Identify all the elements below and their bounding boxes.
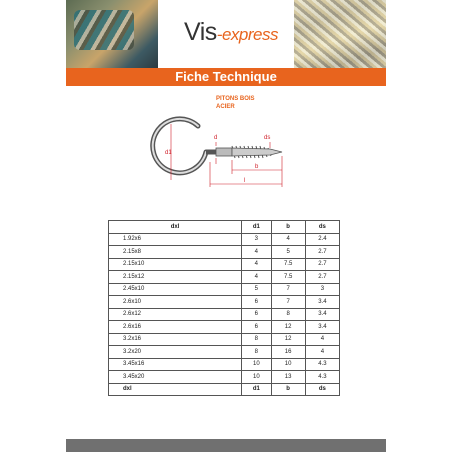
technical-sheet	[66, 0, 386, 452]
table-row	[109, 283, 340, 296]
table-cell: 5	[242, 283, 271, 296]
table-cell: 7.5	[271, 271, 305, 284]
table-cell: 4	[271, 233, 305, 246]
table-cell: 8	[242, 333, 271, 346]
table-cell: 6	[242, 308, 271, 321]
label-d1: d1	[165, 150, 172, 156]
table-cell: 2.4	[305, 233, 339, 246]
col-header-ds: ds	[305, 221, 339, 234]
table-cell: 10	[271, 358, 305, 371]
table-cell: 2.6x16	[109, 321, 242, 334]
table-cell: 5	[271, 246, 305, 259]
footer-dxl: dxl	[109, 383, 242, 396]
brand-logo	[184, 18, 278, 47]
table-cell: 2.7	[305, 258, 339, 271]
table-row	[109, 346, 340, 359]
table-cell: 2.6x12	[109, 308, 242, 321]
table-cell: 16	[271, 346, 305, 359]
table-cell: 2.15x8	[109, 246, 242, 259]
table-row	[109, 246, 340, 259]
table-cell: 10	[242, 371, 271, 384]
table-cell: 10	[242, 358, 271, 371]
table-cell: 3	[305, 283, 339, 296]
table-body	[109, 233, 340, 383]
footer-bar	[66, 439, 386, 452]
product-name: PITONS BOIS	[216, 96, 255, 102]
table-cell: 4	[305, 346, 339, 359]
table-cell: 7.5	[271, 258, 305, 271]
table-cell: 3.4	[305, 296, 339, 309]
table-row	[109, 321, 340, 334]
col-header-dxl: dxl	[109, 221, 242, 234]
table-cell: 7	[271, 283, 305, 296]
table-cell: 2.45x10	[109, 283, 242, 296]
table-cell: 3	[242, 233, 271, 246]
table-cell: 3.45x16	[109, 358, 242, 371]
tools-photo	[66, 0, 158, 68]
table-header-row	[109, 221, 340, 234]
product-label	[216, 95, 255, 111]
table-cell: 2.15x12	[109, 271, 242, 284]
table-cell: 12	[271, 333, 305, 346]
page-title: Fiche Technique	[175, 69, 277, 84]
table-cell: 4	[242, 271, 271, 284]
footer-ds: ds	[305, 383, 339, 396]
header-banner	[66, 0, 386, 68]
table-cell: 1.92x6	[109, 233, 242, 246]
table-row	[109, 371, 340, 384]
table-row	[109, 296, 340, 309]
label-ds: ds	[264, 135, 271, 141]
table-cell: 3.4	[305, 321, 339, 334]
table-cell: 8	[271, 308, 305, 321]
eye-ring-inner	[153, 119, 206, 173]
screw-body	[232, 148, 282, 156]
table-cell: 2.7	[305, 246, 339, 259]
table-cell: 4.3	[305, 358, 339, 371]
table-cell: 3.2x16	[109, 333, 242, 346]
table-cell: 3.45x20	[109, 371, 242, 384]
table-cell: 13	[271, 371, 305, 384]
label-b: b	[255, 164, 259, 170]
table-cell: 2.7	[305, 271, 339, 284]
footer-b: b	[271, 383, 305, 396]
product-material: ACIER	[216, 104, 235, 110]
table-cell: 6	[242, 296, 271, 309]
screw-shank	[216, 148, 232, 156]
table-cell: 8	[242, 346, 271, 359]
screws-photo	[294, 0, 386, 68]
label-l: l	[244, 178, 246, 184]
table-row	[109, 271, 340, 284]
table-row	[109, 308, 340, 321]
table-cell: 4	[305, 333, 339, 346]
table-cell: 12	[271, 321, 305, 334]
table-row	[109, 358, 340, 371]
table-cell: 6	[242, 321, 271, 334]
table-row	[109, 333, 340, 346]
table-footer-row	[109, 383, 340, 396]
footer-d1: d1	[242, 383, 271, 396]
table-cell: 3.2x20	[109, 346, 242, 359]
table-row	[109, 233, 340, 246]
table-cell: 2.15x10	[109, 258, 242, 271]
table-cell: 2.6x10	[109, 296, 242, 309]
table-cell: 3.4	[305, 308, 339, 321]
brand-name: Vis	[184, 18, 217, 46]
label-d: d	[214, 135, 218, 141]
col-header-d1: d1	[242, 221, 271, 234]
col-header-b: b	[271, 221, 305, 234]
spec-table	[108, 220, 340, 396]
brand-suffix: -express	[216, 25, 278, 44]
table-cell: 4	[242, 246, 271, 259]
table-cell: 4.3	[305, 371, 339, 384]
table-row	[109, 258, 340, 271]
table-cell: 7	[271, 296, 305, 309]
screw-eye-diagram	[146, 112, 306, 198]
table-cell: 4	[242, 258, 271, 271]
